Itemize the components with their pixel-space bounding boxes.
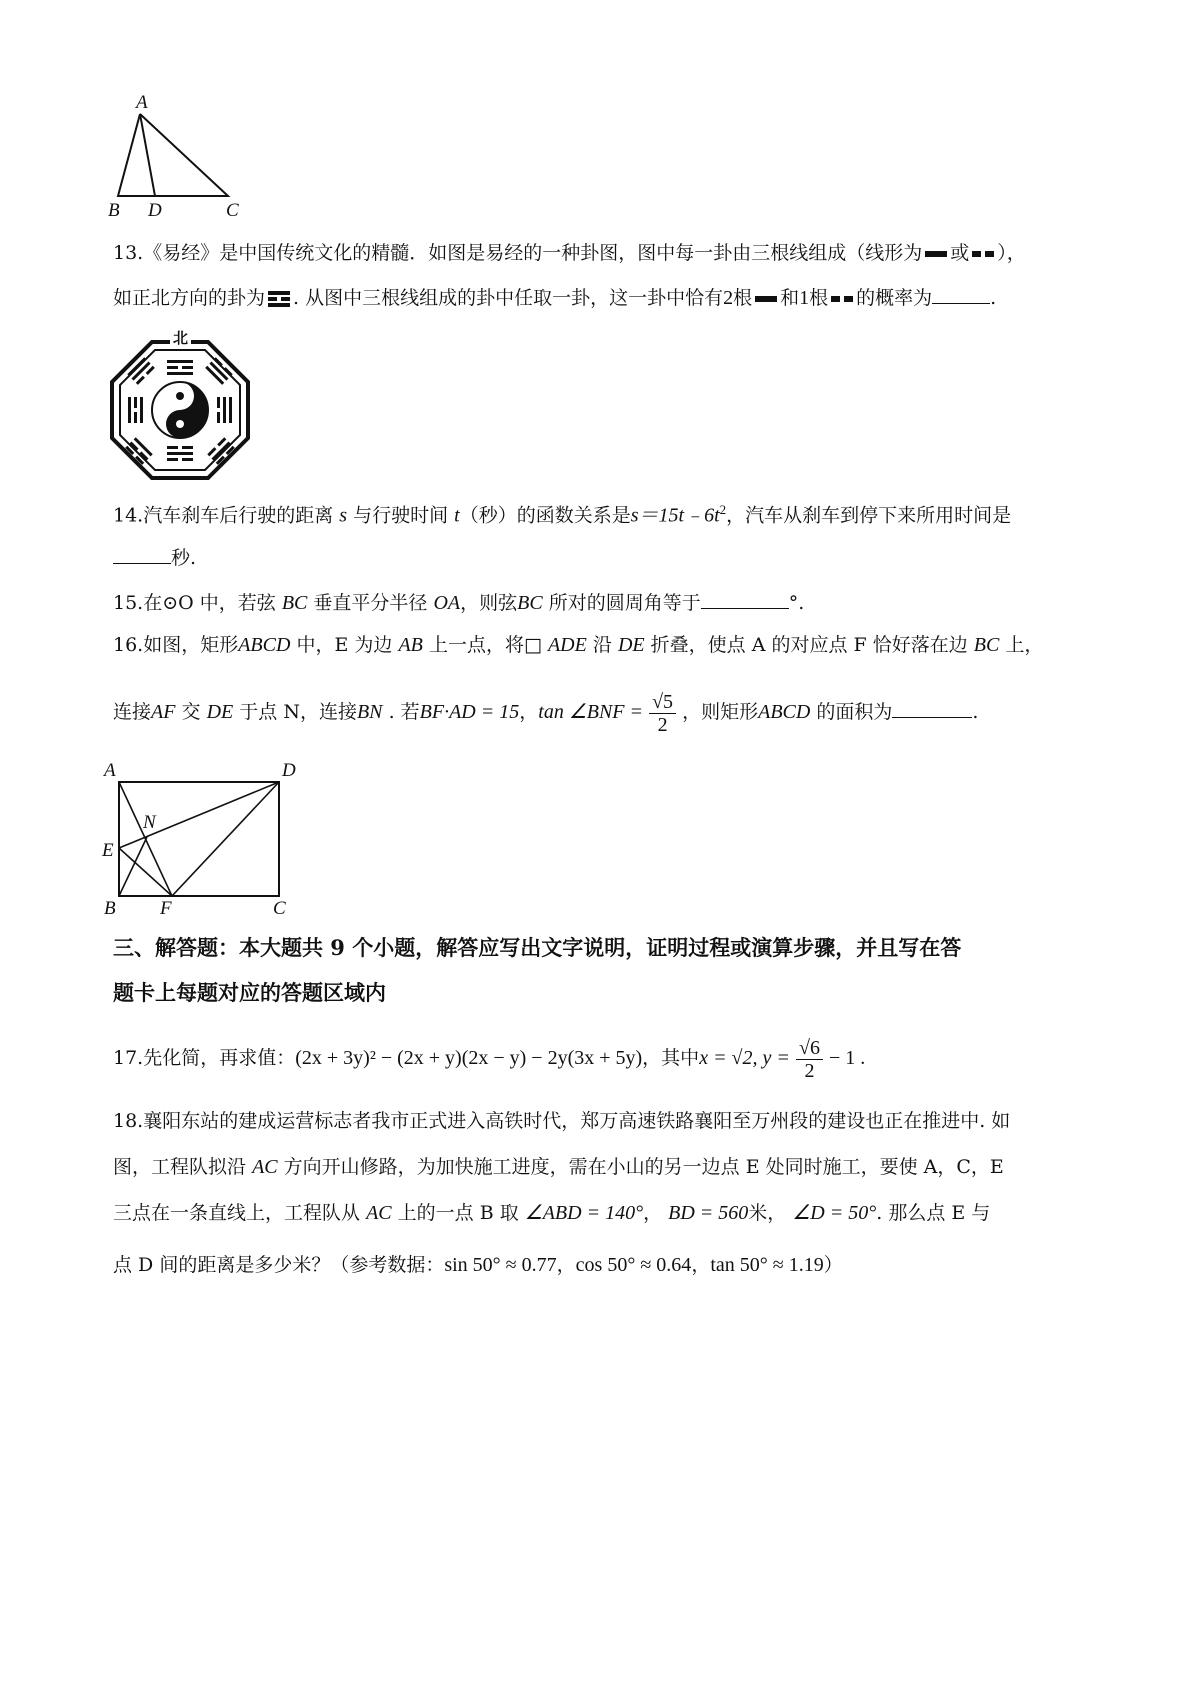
label-F: F — [160, 898, 172, 919]
section-heading-cont: 题卡上每题对应的答题区域内 — [113, 980, 386, 1005]
bagua-north-label: 北 — [170, 327, 191, 348]
label-C: C — [273, 898, 286, 919]
yin-line-icon — [831, 296, 853, 302]
label-D: D — [282, 760, 296, 781]
label-N: N — [143, 812, 156, 833]
yin-line-icon — [972, 251, 994, 257]
fraction: $\frac{√6}{2}$ — [796, 1037, 823, 1082]
fraction: $\frac{√5}{2}$ — [649, 691, 676, 736]
yang-line-icon — [755, 296, 777, 302]
label-A: A — [104, 760, 116, 781]
answer-blank — [932, 285, 990, 304]
yang-line-icon — [925, 251, 947, 257]
triangle-figure — [100, 100, 270, 225]
label-D: D — [148, 200, 162, 221]
q17-line: 17.先化简，再求值：(2x + 3y)² − (2x + y)(2x − y) − 2y(3x + 5y)，其中x = √2, y = $\frac{√6}{2}$ − 1 . — [113, 1036, 866, 1082]
q14-line1: 14.汽车刹车后行驶的距离 s 与行驶时间 t（秒）的函数关系是$s=15t﹣6t^2$，汽车从刹车到停下来所用时间是 — [113, 502, 1012, 527]
label-B: B — [104, 898, 116, 919]
q14-line2: 秒. — [113, 545, 196, 571]
q13-line2: 如正北方向的卦为 . 从图中三根线组成的卦中任取一卦，这一卦中恰有2根 和1根 的概率为 . — [113, 287, 997, 309]
label-E: E — [102, 840, 114, 861]
label-B: B — [108, 200, 120, 221]
answer-blank — [701, 590, 789, 609]
q15-line: 15.在⊙O 中，若弦 BC 垂直平分半径 OA，则弦BC 所对的圆周角等于 °. — [113, 592, 805, 614]
rectangle-figure — [100, 770, 315, 915]
yin-yang-icon — [152, 382, 208, 438]
q18-line2: 图，工程队拟沿 AC 方向开山修路，为加快施工进度，需在小山的另一边点 E 处同时施工，要使 A，C，E — [113, 1156, 1004, 1178]
q18-line3: 三点在一条直线上，工程队从 AC 上的一点 B 取 ∠ABD = 140°， BD = 560米， ∠D = 50°. 那么点 E 与 — [113, 1202, 991, 1224]
trigram-icon — [268, 291, 290, 307]
label-A: A — [136, 92, 148, 113]
label-C: C — [226, 200, 239, 221]
q13-line1: 13.《易经》是中国传统文化的精髓．如图是易经的一种卦图，图中每一卦由三根线组成（线形为 或 ）， — [113, 242, 1026, 264]
answer-blank — [113, 545, 171, 564]
q16-line2: 连接AF 交 DE 于点 N，连接BN . 若BF·AD = 15，tan ∠BNF = $\frac{√5}{2}$ ，则矩形ABCD 的面积为 . — [113, 690, 979, 736]
bagua-figure — [100, 328, 260, 493]
q16-line1: 16.如图，矩形ABCD 中，E 为边 AB 上一点，将□ ADE 沿 DE 折叠，使点 A 的对应点 F 恰好落在边 BC 上， — [113, 634, 1044, 656]
section-heading: 三、解答题：本大题共 9 个小题，解答应写出文字说明，证明过程或演算步骤，并且写在答 — [113, 935, 962, 960]
q18-line4: 点 D 间的距离是多少米？（参考数据：sin 50° ≈ 0.77，cos 50° ≈ 0.64，tan 50° ≈ 1.19） — [113, 1254, 843, 1276]
q18-line1: 18.襄阳东站的建成运营标志者我市正式进入高铁时代，郑万高速铁路襄阳至万州段的建设也正在推进中. 如 — [113, 1110, 1011, 1132]
answer-blank — [892, 699, 972, 718]
